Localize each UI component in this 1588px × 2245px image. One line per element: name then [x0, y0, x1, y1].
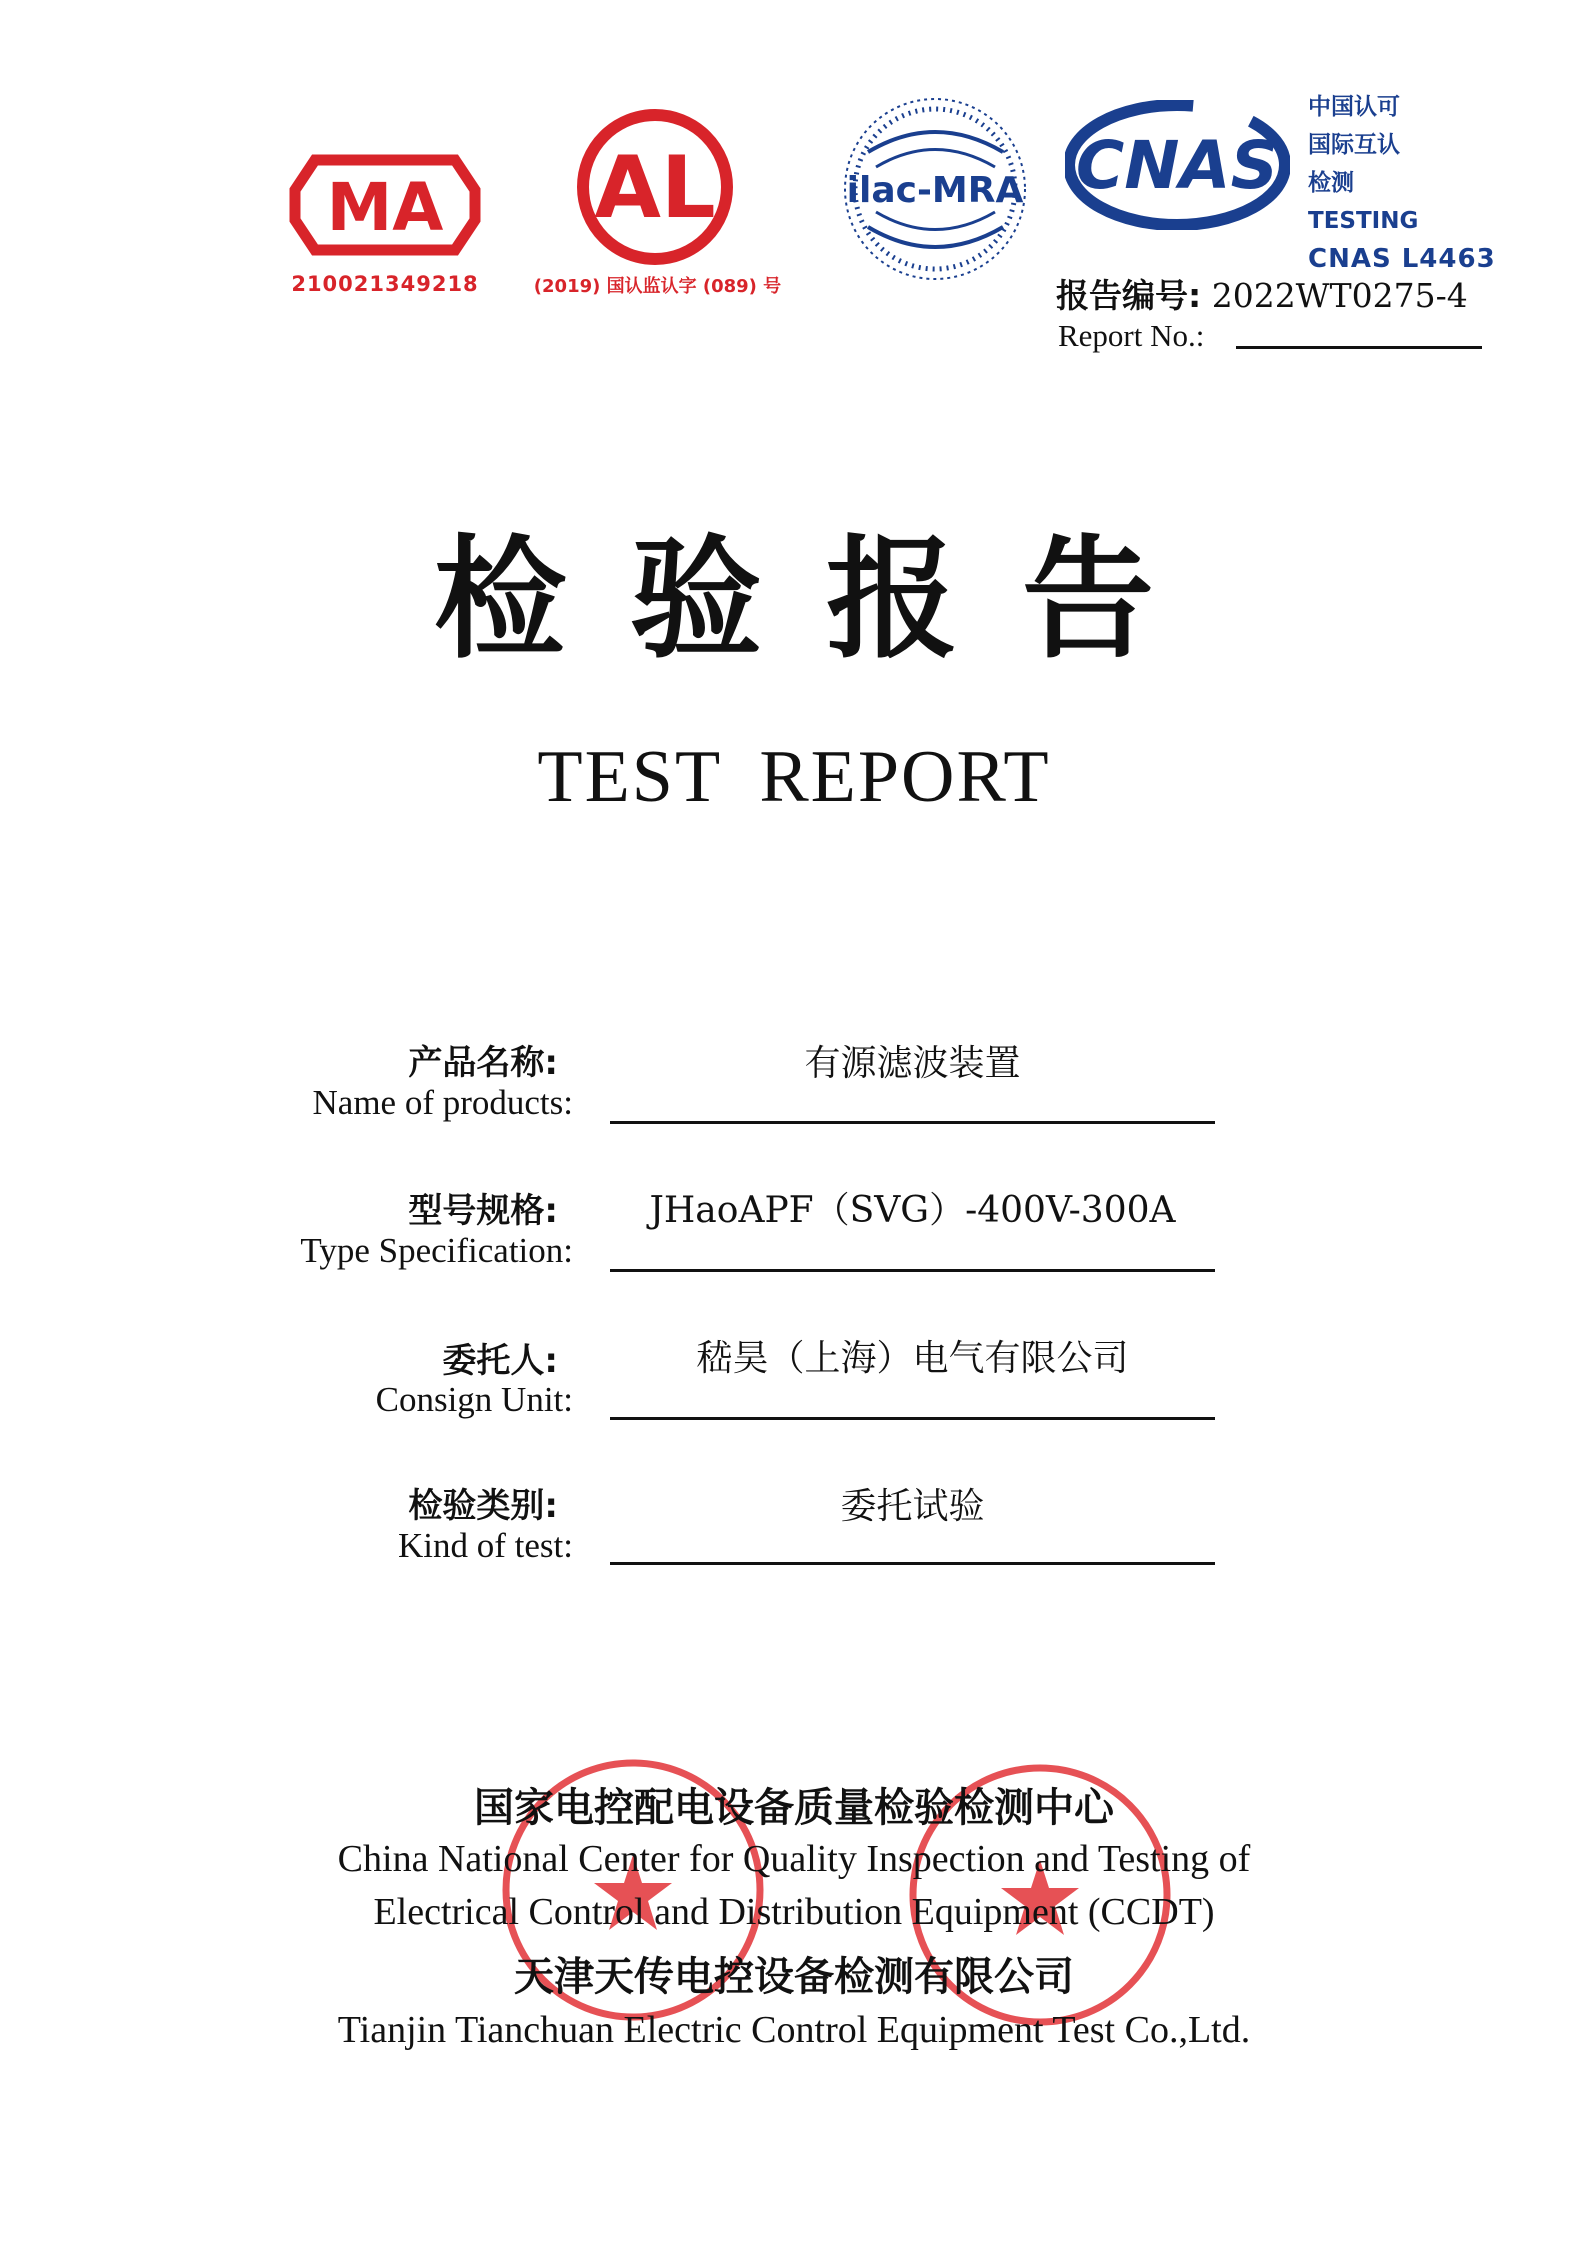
report-number-value: 2022WT0275-4 — [1211, 276, 1468, 315]
cnas-logo — [1065, 100, 1290, 230]
issuer-org1-en-line2: Electrical Control and Distribution Equipment (CCDT) — [373, 1891, 1215, 1933]
cma-code: 210021349218 — [291, 272, 479, 296]
field-type-value: JHaoAPF（SVG）-400V-300A — [649, 1190, 1176, 1231]
field-type-label-cn: 型号规格: — [408, 1191, 558, 1231]
cnas-line-1: 中国认可 — [1308, 94, 1400, 120]
field-type-underline — [610, 1269, 1215, 1272]
ilac-mra-logo — [838, 92, 1033, 287]
cnas-logo-text: CNAS — [1075, 127, 1279, 204]
page-title-cn: 检验报告 — [434, 523, 1218, 677]
page-title-en: TEST REPORT — [537, 736, 1051, 818]
report-number-underline — [1236, 346, 1482, 349]
report-number — [1056, 270, 1468, 317]
issuer-org1-en-line1: China National Center for Quality Inspection and Testing of — [337, 1838, 1251, 1880]
field-consign-label-en: Consign Unit: — [375, 1380, 573, 1419]
cnas-line-2: 国际互认 — [1308, 132, 1400, 158]
report-number-label-cn: 报告编号: — [1056, 276, 1202, 315]
field-product-underline — [610, 1121, 1215, 1124]
field-product-label-cn: 产品名称: — [408, 1043, 558, 1083]
field-consign-underline — [610, 1417, 1215, 1420]
issuer-org2-cn: 天津天传电控设备检测有限公司 — [514, 1954, 1074, 2000]
cma-logo-text: MA — [326, 169, 444, 246]
cal-logo — [555, 105, 755, 270]
cma-logo — [285, 150, 485, 260]
field-kind-label-en: Kind of test: — [398, 1526, 573, 1565]
field-consign-value: 嵇昊（上海）电气有限公司 — [696, 1338, 1129, 1379]
field-kind-value: 委托试验 — [840, 1486, 985, 1527]
cnas-line-3: 检测 — [1308, 170, 1354, 196]
field-kind-underline — [610, 1562, 1215, 1565]
field-type-label-en: Type Specification: — [300, 1231, 573, 1270]
field-product-label-en: Name of products: — [312, 1083, 573, 1122]
cal-code: (2019) 国认监认字 (089) 号 — [533, 276, 782, 297]
issuer-org1-cn: 国家电控配电设备质量检验检测中心 — [474, 1785, 1114, 1831]
issuer-org2-en: Tianjin Tianchuan Electric Control Equipment Test Co.,Ltd. — [337, 2009, 1251, 2051]
ilac-logo-text: ilac-MRA — [846, 170, 1024, 211]
cnas-line-4: TESTING — [1308, 208, 1419, 234]
report-number-label-en: Report No.: — [1058, 318, 1205, 353]
field-consign-label-cn: 委托人: — [442, 1341, 558, 1381]
cal-logo-text: AL — [594, 138, 716, 238]
cnas-side-text — [1308, 88, 1496, 278]
cnas-number: CNAS L4463 — [1308, 244, 1496, 274]
field-kind-label-cn: 检验类别: — [408, 1486, 558, 1526]
field-product-value: 有源滤波装置 — [804, 1043, 1021, 1084]
